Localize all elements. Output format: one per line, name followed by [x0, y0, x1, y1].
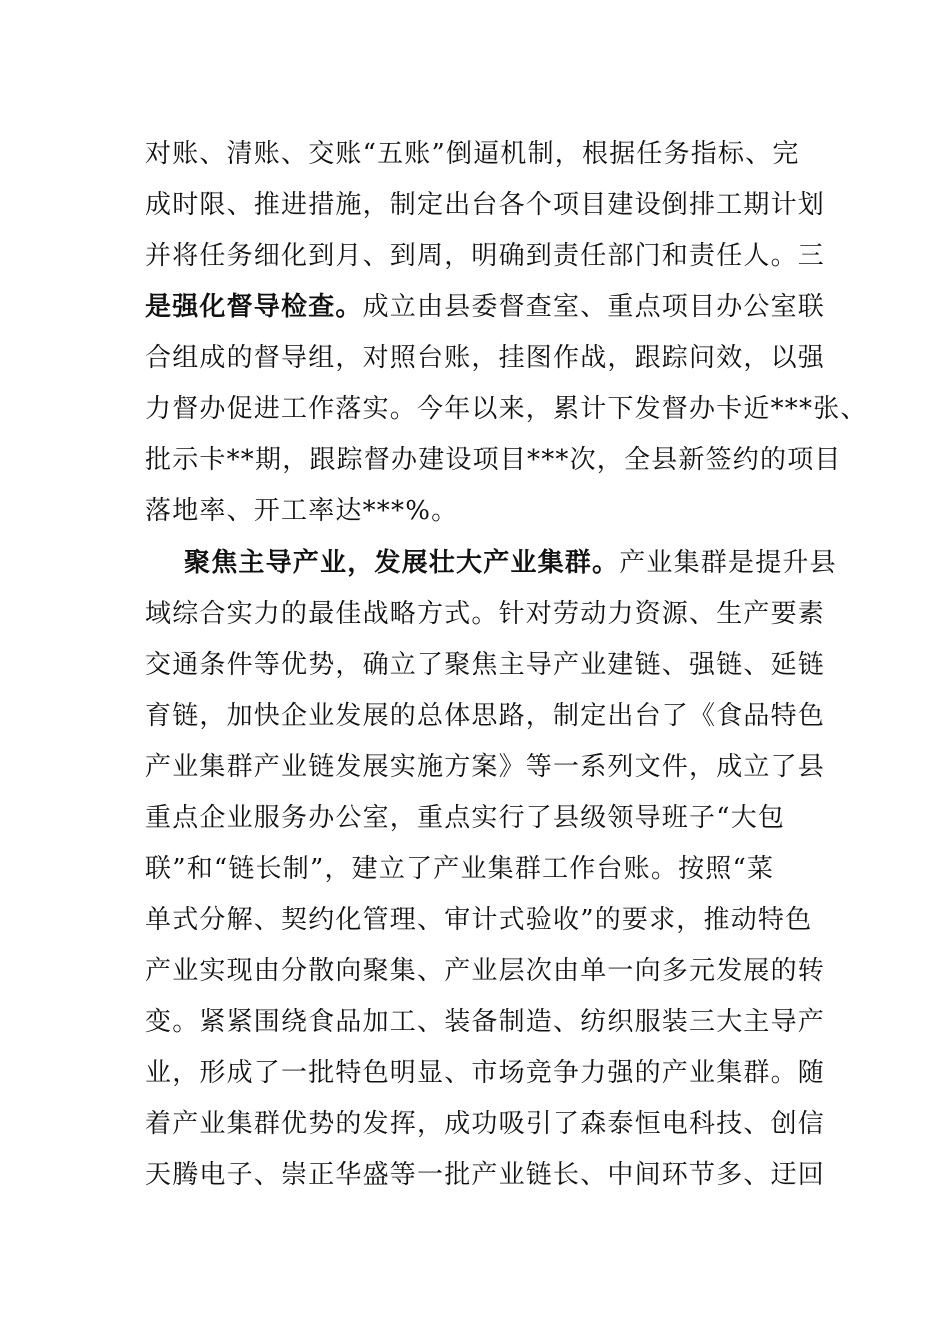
text-line: 育链，加快企业发展的总体思路，制定出台了《食品特色: [145, 701, 826, 731]
text-line: 业，形成了一批特色明显、市场竞争力强的产业集群。随: [145, 1058, 826, 1088]
text-line-with-bold-lead: [145, 290, 826, 341]
text-line: 联”和“链长制”，建立了产业集群工作台账。按照“菜: [145, 854, 775, 884]
text-line: 落地率、开工率达***%。: [145, 496, 459, 526]
bold-lead-phrase: 是强化督导检查。: [145, 292, 363, 322]
text-line: 交通条件等优势，确立了聚焦主导产业建链、强链、延链: [145, 650, 826, 680]
text-line: 变。紧紧围绕食品加工、装备制造、纺织服装三大主导产: [145, 1007, 826, 1037]
text-line: 对账、清账、交账“五账”倒逼机制，根据任务指标、完: [145, 139, 800, 169]
text-line: 着产业集群优势的发挥，成功吸引了森泰恒电科技、创信: [145, 1109, 826, 1139]
text-line: 合组成的督导组，对照台账，挂图作战，跟踪问效，以强: [145, 343, 826, 373]
text-line: 产业实现由分散向聚集、产业层次由单一向多元发展的转: [145, 956, 826, 986]
text-line: 并将任务细化到月、到周，明确到责任部门和责任人。三: [145, 241, 826, 271]
text-line: 成时限、推进措施，制定出台各个项目建设倒排工期计划: [145, 190, 826, 220]
paragraph-industry-clusters: [145, 546, 837, 1209]
section-heading: 聚焦主导产业，发展壮大产业集群。: [184, 548, 620, 578]
text-line: 力督办促进工作落实。今年以来，累计下发督办卡近***张、: [145, 394, 868, 424]
text-line: 重点企业服务办公室，重点实行了县级领导班子“大包: [145, 803, 786, 833]
text-line: 产业集群产业链发展实施方案》等一系列文件，成立了县: [145, 752, 826, 782]
text-line: 域综合实力的最佳战略方式。针对劳动力资源、生产要素: [145, 599, 826, 629]
paragraph-supervision: [145, 137, 868, 545]
text-line-rest: 产业集群是提升县: [619, 548, 837, 578]
text-line: 天腾电子、崇正华盛等一批产业链长、中间环节多、迂回: [145, 1160, 826, 1190]
text-line: 单式分解、契约化管理、审计式验收”的要求，推动特色: [145, 905, 813, 935]
text-line-rest: 成立由县委督查室、重点项目办公室联: [362, 292, 826, 322]
text-line-heading: [145, 546, 837, 597]
text-line: 批示卡**期，跟踪督办建设项目***次，全县新签约的项目: [145, 445, 842, 475]
